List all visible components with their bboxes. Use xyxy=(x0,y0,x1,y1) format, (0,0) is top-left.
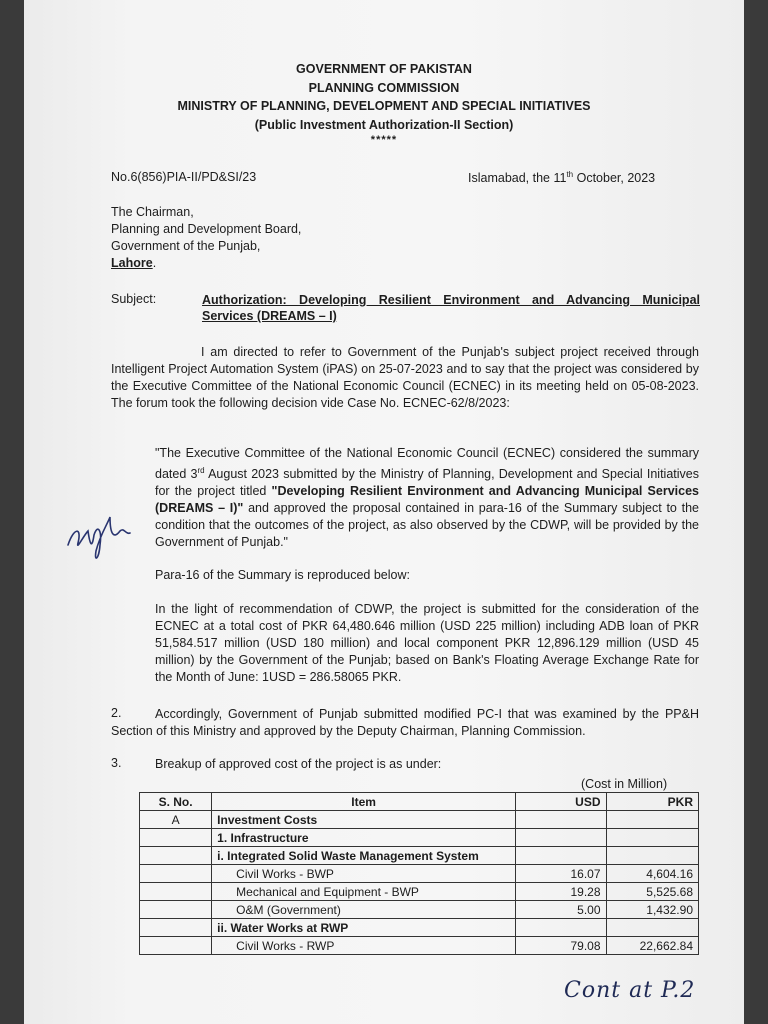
addressee-board: Planning and Development Board, xyxy=(111,222,302,236)
cell-pkr xyxy=(606,829,699,847)
letterhead-government: GOVERNMENT OF PAKISTAN xyxy=(296,62,472,76)
table-header-row xyxy=(140,793,699,811)
subject-text: Authorization: Developing Resilient Environment and Advancing Municipal Services (DREAMS – I) xyxy=(202,293,700,323)
table-row xyxy=(140,883,699,901)
cell-item: Civil Works - BWP xyxy=(212,865,516,883)
cell-sno xyxy=(140,901,212,919)
paragraph-2-text: Accordingly, Government of Punjab submitted modified PC-I that was examined by the PP&H Section of this Ministry and approved by the Deputy Chairman, Planning Commission. xyxy=(111,707,699,738)
cost-breakup-table xyxy=(139,792,699,955)
header-usd: USD xyxy=(516,793,606,811)
date-superscript: th xyxy=(566,170,574,179)
header-item: Item xyxy=(212,793,516,811)
cell-sno xyxy=(140,847,212,865)
cell-item: ii. Water Works at RWP xyxy=(212,919,516,937)
ecnec-decision-quote xyxy=(155,445,699,551)
paragraph-2-number: 2. xyxy=(111,706,122,720)
cell-item: 1. Infrastructure xyxy=(212,829,516,847)
cell-item: Civil Works - RWP xyxy=(212,937,516,955)
letterhead-commission: PLANNING COMMISSION xyxy=(308,80,460,95)
addressee-government: Government of the Punjab, xyxy=(111,239,261,253)
table-row xyxy=(140,829,699,847)
cost-caption: (Cost in Million) xyxy=(581,777,668,791)
margin-initials-signature xyxy=(64,505,134,565)
cell-pkr: 22,662.84 xyxy=(606,937,699,955)
handwritten-continuation-note: Cont at P.2 xyxy=(564,978,696,1003)
cell-pkr: 5,525.68 xyxy=(606,883,699,901)
cell-usd: 5.00 xyxy=(516,901,606,919)
table-row xyxy=(140,847,699,865)
cell-pkr xyxy=(606,847,699,865)
letterhead-stars: ***** xyxy=(370,134,398,146)
table-row xyxy=(140,919,699,937)
quote-superscript: rd xyxy=(197,466,205,475)
cell-pkr xyxy=(606,811,699,829)
cell-item: Mechanical and Equipment - BWP xyxy=(212,883,516,901)
addressee-block xyxy=(111,204,301,272)
cell-usd xyxy=(516,829,606,847)
addressee-title: The Chairman, xyxy=(111,205,194,219)
body-paragraph-1: I am directed to refer to Government of the Punjab's subject project received through Intelligent Project Automation System (iPAS) on 25-07-2023 and to say that the project was considered by the Executive Committee of the National Economic Council (ECNEC) in its meeting held on 05-08-2023. The forum took the following decision vide Case No. ECNEC-62/8/2023: xyxy=(111,345,699,410)
document-page xyxy=(24,0,744,1024)
addressee-city: Lahore xyxy=(111,256,153,270)
table-row xyxy=(140,901,699,919)
cell-item: Investment Costs xyxy=(212,811,516,829)
letter-date xyxy=(468,170,655,185)
quote-part-c: and approved the proposal contained in para-16 of the Summary subject to the condition that the outcomes of the project, as also observed by the CDWP, will be provided by the Government of Punjab." xyxy=(155,501,700,550)
cell-pkr xyxy=(606,919,699,937)
paragraph-3-number: 3. xyxy=(111,756,122,770)
addressee-city-line xyxy=(111,255,301,272)
para16-text: In the light of recommendation of CDWP, the project is submitted for the consideration of the ECNEC at a total cost of PKR 64,480.646 million (USD 225 million) including ADB loan of PKR 51,584.517 million (USD 180 million) and local component PKR 12,896.129 million (USD 45 million) by the Government of the Punjab; based on Bank's Floating Average Exchange Rate for the Month of June: 1USD = 286.58065 PKR. xyxy=(155,602,699,684)
cell-item: O&M (Government) xyxy=(212,901,516,919)
letterhead-ministry: MINISTRY OF PLANNING, DEVELOPMENT AND SPECIAL INITIATIVES xyxy=(177,99,591,113)
cell-sno: A xyxy=(140,811,212,829)
header-pkr: PKR xyxy=(606,793,699,811)
quote-part-b: August 2023 submitted by the Ministry of Planning, Development and Special Initiatives for the project titled xyxy=(155,467,699,499)
cell-usd: 16.07 xyxy=(516,865,606,883)
addressee-city-punct: . xyxy=(152,256,157,270)
cell-usd: 79.08 xyxy=(516,937,606,955)
cell-usd xyxy=(516,847,606,865)
date-prefix: Islamabad, the 11 xyxy=(468,171,567,186)
cell-sno xyxy=(140,883,212,901)
quote-project-title: "Developing Resilient Environment and Advancing Municipal Services (DREAMS – I)" xyxy=(155,484,699,516)
paragraph-3-text: Breakup of approved cost of the project is as under: xyxy=(155,757,442,771)
letterhead-section: (Public Investment Authorization-II Section) xyxy=(254,117,514,132)
cell-usd: 19.28 xyxy=(516,883,606,901)
table-row xyxy=(140,811,699,829)
quote-part-a: "The Executive Committee of the National Economic Council (ECNEC) considered the summary dated 3 xyxy=(155,446,699,482)
table-row xyxy=(140,865,699,883)
cell-sno xyxy=(140,865,212,883)
cell-item: i. Integrated Solid Waste Management System xyxy=(212,847,516,865)
header-sno: S. No. xyxy=(140,793,212,811)
subject-label: Subject: xyxy=(111,292,157,306)
cell-sno xyxy=(140,919,212,937)
reference-number: No.6(856)PIA-II/PD&SI/23 xyxy=(111,170,257,184)
table-row xyxy=(140,937,699,955)
cell-pkr: 1,432.90 xyxy=(606,901,699,919)
cell-pkr: 4,604.16 xyxy=(606,865,699,883)
letterhead xyxy=(24,60,744,146)
cell-sno xyxy=(140,829,212,847)
cell-sno xyxy=(140,937,212,955)
cell-usd xyxy=(516,811,606,829)
date-suffix: October, 2023 xyxy=(573,171,656,186)
para16-intro: Para-16 of the Summary is reproduced below: xyxy=(155,568,410,582)
cell-usd xyxy=(516,919,606,937)
